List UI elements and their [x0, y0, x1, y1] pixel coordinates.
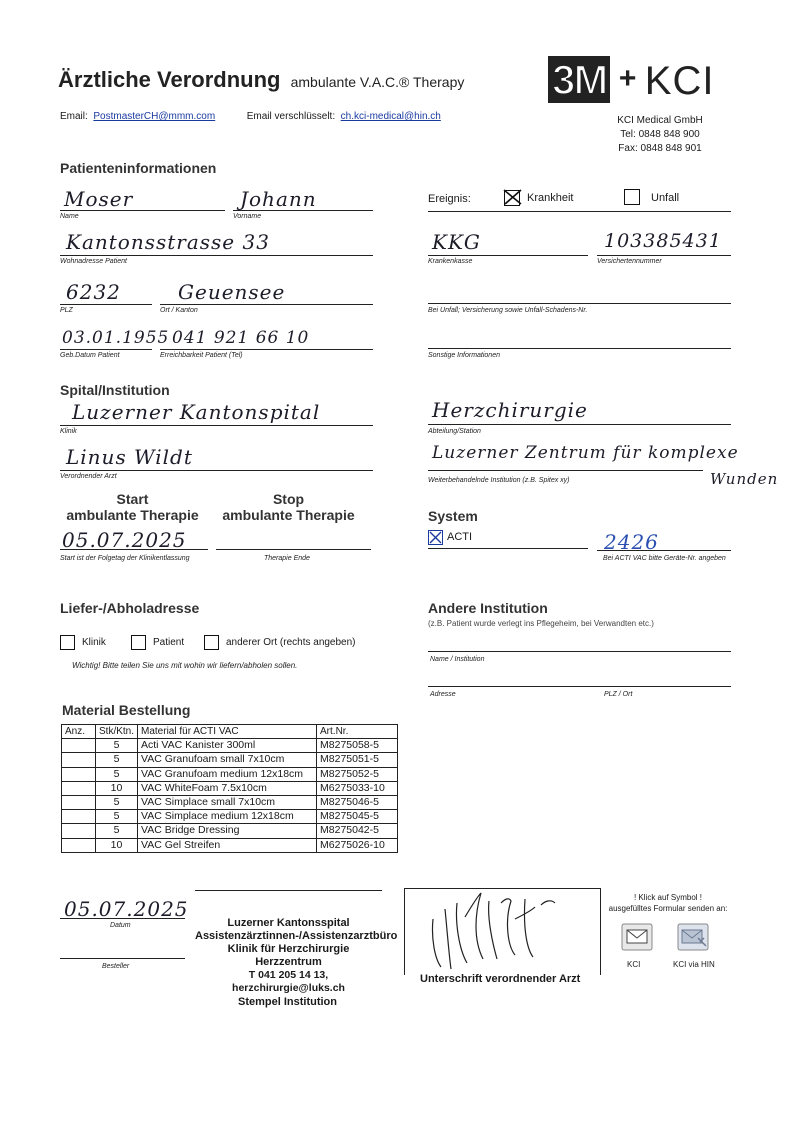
krankenkasse-label: Krankenkasse [428, 258, 473, 265]
patient-heading: Patienteninformationen [60, 160, 217, 176]
andere-adresse-label: Adresse [430, 691, 456, 698]
material-heading: Material Bestellung [62, 702, 191, 718]
material-cell: VAC Simplace small 7x10cm [138, 795, 317, 809]
patient-phone-label: Erreichbarkeit Patient (Tel) [160, 352, 243, 359]
stk-cell: 5 [96, 739, 138, 753]
patient-vorname-value[interactable]: Johann [240, 187, 317, 211]
stop-title-line1: Stop [272, 491, 305, 507]
datum-value[interactable]: 05.07.2025 [64, 897, 189, 921]
stamp-line-2: Assistenzärztinnen-/Assistenzarztbüro [195, 930, 398, 942]
stamp-line-4: T 041 205 14 13, herzchirurgie@luks.ch [232, 969, 345, 994]
arzt-label: Verordnender Arzt [60, 473, 117, 480]
material-cell: VAC Simplace medium 12x18cm [138, 810, 317, 824]
start-date-value[interactable]: 05.07.2025 [62, 528, 187, 552]
abteilung-value[interactable]: Herzchirurgie [432, 398, 588, 422]
krankenkasse-value[interactable]: KKG [432, 230, 481, 254]
versichertennummer-label: Versichertennummer [597, 258, 662, 265]
artnr-cell: M8275042-5 [317, 824, 398, 838]
patient-phone-value[interactable]: 041 921 66 10 [172, 328, 310, 348]
stk-cell: 5 [96, 824, 138, 838]
start-title [60, 491, 205, 523]
signature-scribble [405, 889, 600, 975]
liefer-anderer-label: anderer Ort (rechts angeben) [226, 637, 356, 648]
abteilung-label: Abteilung/Station [428, 428, 481, 435]
liefer-heading: Liefer-/Abholadresse [60, 600, 200, 616]
stamp-label: Stempel Institution [238, 996, 337, 1008]
logo-plus: + [618, 62, 637, 95]
table-row [62, 795, 398, 809]
andere-note: (z.B. Patient wurde verlegt ins Pflegeheim, bei Verwandten etc.) [428, 619, 654, 628]
liefer-anderer-checkbox[interactable] [204, 635, 219, 650]
liefer-note: Wichtig! Bitte teilen Sie uns mit wohin wir liefern/abholen sollen. [72, 661, 298, 670]
start-note: Start ist der Folgetag der Klinikentlassung [60, 555, 190, 562]
start-title-line1: Start [116, 491, 149, 507]
artnr-cell: M8275045-5 [317, 810, 398, 824]
stamp-line-1: Luzerner Kantonsspital [227, 917, 350, 929]
unfall-label: Unfall [651, 192, 680, 204]
krankheit-checkbox[interactable] [504, 190, 520, 206]
anz-cell[interactable] [62, 753, 96, 767]
anz-cell[interactable] [62, 795, 96, 809]
table-row [62, 739, 398, 753]
andere-name-label: Name / Institution [430, 656, 485, 663]
col-stk: Stk/Ktn. [96, 725, 138, 739]
patient-birth-label: Geb.Datum Patient [60, 352, 120, 359]
material-cell: VAC WhiteFoam 7.5x10cm [138, 781, 317, 795]
mail-secure-icon [676, 922, 710, 952]
start-title-line2: ambulante Therapie [66, 507, 199, 523]
klinik-value[interactable]: Luzerner Kantonspital [72, 400, 321, 424]
event-label: Ereignis: [428, 193, 471, 205]
material-header-row [62, 725, 398, 739]
check-x-icon [429, 531, 442, 544]
form-title [58, 67, 464, 93]
stk-cell: 5 [96, 753, 138, 767]
company-tel: Tel: 0848 848 900 [620, 129, 700, 140]
col-artnr: Art.Nr. [317, 725, 398, 739]
check-x-icon [502, 188, 524, 206]
liefer-klinik-label: Klinik [82, 637, 106, 648]
col-anz: Anz. [62, 725, 96, 739]
form-subtitle: ambulante V.A.C.® Therapy [290, 74, 465, 90]
weiterbehandelnde-label: Weiterbehandelnde Institution (z.B. Spitex xy) [428, 477, 570, 484]
table-row [62, 838, 398, 852]
klinik-label: Klinik [60, 428, 77, 435]
company-logo [548, 56, 728, 103]
acti-checkbox[interactable] [428, 530, 443, 545]
stk-cell: 5 [96, 810, 138, 824]
artnr-cell: M8275046-5 [317, 795, 398, 809]
material-table [61, 724, 398, 853]
email-row [60, 111, 441, 122]
geraet-nr-label: Bei ACTI VAC bitte Geräte-Nr. angeben [603, 555, 726, 562]
material-cell: VAC Gel Streifen [138, 838, 317, 852]
send-kci-button[interactable] [620, 922, 654, 952]
weiterbehandelnde-value[interactable]: Luzerner Zentrum für komplexe [432, 443, 739, 463]
anz-cell[interactable] [62, 767, 96, 781]
institution-stamp [185, 890, 398, 1008]
stk-cell: 10 [96, 781, 138, 795]
material-cell: Acti VAC Kanister 300ml [138, 739, 317, 753]
table-row [62, 753, 398, 767]
table-row [62, 781, 398, 795]
send-line-2: ausgefülltes Formular senden an: [608, 904, 728, 913]
patient-name-value[interactable]: Moser [64, 187, 134, 211]
email-enc-link[interactable]: ch.kci-medical@hin.ch [340, 111, 441, 122]
send-kci-label: KCI [627, 960, 641, 969]
anz-cell[interactable] [62, 838, 96, 852]
patient-name-label: Name [60, 213, 79, 220]
anz-cell[interactable] [62, 810, 96, 824]
signature-box[interactable] [404, 888, 601, 975]
material-cell: VAC Bridge Dressing [138, 824, 317, 838]
arzt-value[interactable]: Linus Wildt [66, 445, 193, 469]
artnr-cell: M8275051-5 [317, 753, 398, 767]
stk-cell: 5 [96, 767, 138, 781]
logo-3m: 3M [548, 56, 610, 103]
patient-birth-value[interactable]: 03.01.1955 [62, 328, 170, 348]
table-row [62, 767, 398, 781]
geraet-nr-value[interactable]: 2426 [604, 530, 659, 554]
patient-plz-label: PLZ [60, 307, 73, 314]
company-fax: Fax: 0848 848 901 [618, 143, 702, 154]
patient-address-value[interactable]: Kantonsstrasse 33 [66, 230, 270, 254]
system-heading: System [428, 508, 478, 524]
acti-label: ACTI [447, 531, 473, 543]
liefer-klinik-checkbox[interactable] [60, 635, 75, 650]
weiterbehandelnde-value-2[interactable]: Wunden [710, 470, 779, 488]
table-row [62, 810, 398, 824]
patient-address-label: Wohnadresse Patient [60, 258, 127, 265]
patient-ort-value[interactable]: Geuensee [178, 280, 286, 304]
patient-ort-label: Ort / Kanton [160, 307, 198, 314]
material-cell: VAC Granufoam medium 12x18cm [138, 767, 317, 781]
stop-title [216, 491, 361, 523]
form-title-main: Ärztliche Verordnung [58, 67, 281, 92]
andere-plz-label: PLZ / Ort [604, 691, 633, 698]
email-link[interactable]: PostmasterCH@mmm.com [93, 111, 216, 122]
artnr-cell: M8275052-5 [317, 767, 398, 781]
besteller-label: Besteller [102, 963, 130, 970]
email-label: Email: [60, 111, 88, 122]
spital-heading: Spital/Institution [60, 382, 170, 398]
unfall-versicherung-label: Bei Unfall; Versicherung sowie Unfall-Schadens-Nr. [428, 307, 588, 314]
send-instructions [598, 892, 738, 914]
send-kci-hin-label: KCI via HIN [673, 960, 715, 969]
material-cell: VAC Granufoam small 7x10cm [138, 753, 317, 767]
artnr-cell: M6275026-10 [317, 838, 398, 852]
stk-cell: 10 [96, 838, 138, 852]
krankheit-label: Krankheit [527, 192, 574, 204]
anz-cell[interactable] [62, 781, 96, 795]
anz-cell[interactable] [62, 824, 96, 838]
unfall-checkbox[interactable] [624, 189, 640, 205]
signature-label: Unterschrift verordnender Arzt [420, 973, 581, 985]
email-enc-label: Email verschlüsselt: [246, 111, 336, 122]
versichertennummer-value[interactable]: 103385431 [604, 230, 722, 252]
liefer-patient-checkbox[interactable] [131, 635, 146, 650]
stamp-line-3: Klinik für Herzchirurgie Herzzentrum [227, 943, 350, 968]
table-row [62, 824, 398, 838]
stop-title-line2: ambulante Therapie [222, 507, 355, 523]
artnr-cell: M6275033-10 [317, 781, 398, 795]
col-material: Material für ACTI VAC [138, 725, 317, 739]
patient-vorname-label: Vorname [233, 213, 262, 220]
sonstige-label: Sonstige Informationen [428, 352, 500, 359]
stop-note: Therapie Ende [264, 555, 310, 562]
send-kci-hin-button[interactable] [676, 922, 710, 952]
company-name: KCI Medical GmbH [617, 115, 703, 126]
artnr-cell: M8275058-5 [317, 739, 398, 753]
mail-icon [620, 922, 654, 952]
stk-cell: 5 [96, 795, 138, 809]
send-line-1: ! Klick auf Symbol ! [633, 893, 703, 902]
company-info [598, 114, 722, 156]
anz-cell[interactable] [62, 739, 96, 753]
patient-plz-value[interactable]: 6232 [66, 280, 121, 304]
logo-kci: KCI [644, 59, 715, 103]
datum-label: Datum [110, 922, 131, 929]
andere-heading: Andere Institution [428, 600, 548, 616]
liefer-patient-label: Patient [153, 637, 185, 648]
